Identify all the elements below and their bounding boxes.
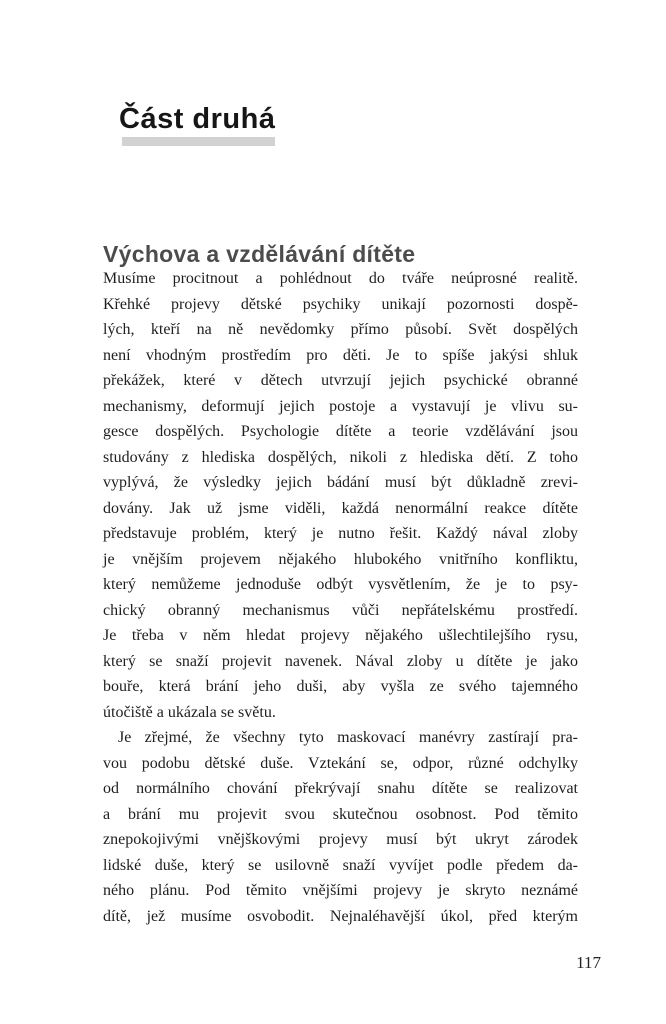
text-line: Je třeba v něm hledat projevy nějakého ušlechtilejšího rysu, xyxy=(103,627,578,644)
text-line: útočiště a ukázala se světu. xyxy=(103,703,276,721)
text-line: lých, kteří na ně nevědomky přímo působí. Svět dospělých xyxy=(103,321,578,338)
text-line: představuje problém, který je nutno řešit. Každý nával zloby xyxy=(103,525,578,542)
text-line: vou podobu dětské duše. Vztekání se, odpor, různé odchylky xyxy=(103,754,578,772)
text-line: chický obranný mechanismus vůči nepřátelskému prostředí. xyxy=(103,601,578,619)
text-line: lidské duše, který se usilovně snaží vyvíjet podle předem da- xyxy=(103,856,578,874)
chapter-title: Výchova a vzdělávání dítěte xyxy=(103,241,416,268)
text-line: dovány. Jak už jsme viděli, každá nenormální reakce dítěte xyxy=(103,499,578,517)
text-line: mechanismy, deformují jejich postoje a vystavují je vlivu su- xyxy=(103,397,578,415)
text-line: není vhodným prostředím pro děti. Je to spíše jakýsi shluk xyxy=(103,346,578,364)
text-line: gesce dospělých. Psychologie dítěte a teorie vzdělávání jsou xyxy=(103,423,578,440)
part-title: Část druhá xyxy=(119,103,276,136)
text-line: a brání mu projevit svou skutečnou osobnost. Pod těmito xyxy=(103,805,578,823)
text-line: který nemůžeme jednoduše odbýt vysvětlením, že je to psy- xyxy=(103,576,578,593)
text-line: Je zřejmé, že všechny tyto maskovací manévry zastírají pra- xyxy=(118,729,578,746)
page-number: 117 xyxy=(576,953,601,972)
text-line: který se snaží projevit navenek. Nával zloby u dítěte je jako xyxy=(103,652,578,670)
text-line: bouře, která brání jeho duši, aby vyšla ze svého tajemného xyxy=(103,678,578,695)
text-line: Musíme procitnout a pohlédnout do tváře neúprosné realitě. xyxy=(103,270,578,287)
text-line: dítě, jež musíme osvobodit. Nejnaléhavější úkol, před kterým xyxy=(103,907,578,925)
text-line: studovány z hlediska dospělých, nikoli z hlediska dětí. Z toho xyxy=(103,448,578,466)
text-line: znepokojivými vnějškovými projevy musí být ukryt zárodek xyxy=(103,831,578,848)
text-line: vyplývá, že výsledky jejich bádání musí být důkladně zrevi- xyxy=(103,474,578,491)
text-line: překážek, které v dětech utvrzují jejich psychické obranné xyxy=(103,372,578,389)
section-divider-bar xyxy=(122,137,275,146)
text-line: je vnějším projevem nějakého hlubokého vnitřního konfliktu, xyxy=(103,550,578,568)
text-line: Křehké projevy dětské psychiky unikají pozornosti dospě- xyxy=(103,295,578,313)
text-line: ného plánu. Pod těmito vnějšími projevy je skryto neznámé xyxy=(103,882,578,899)
paragraph xyxy=(103,725,578,929)
text-line: od normálního chování překrývají snahu dítěte se realizovat xyxy=(103,780,578,797)
paragraph xyxy=(103,266,578,725)
body-text xyxy=(103,266,578,929)
